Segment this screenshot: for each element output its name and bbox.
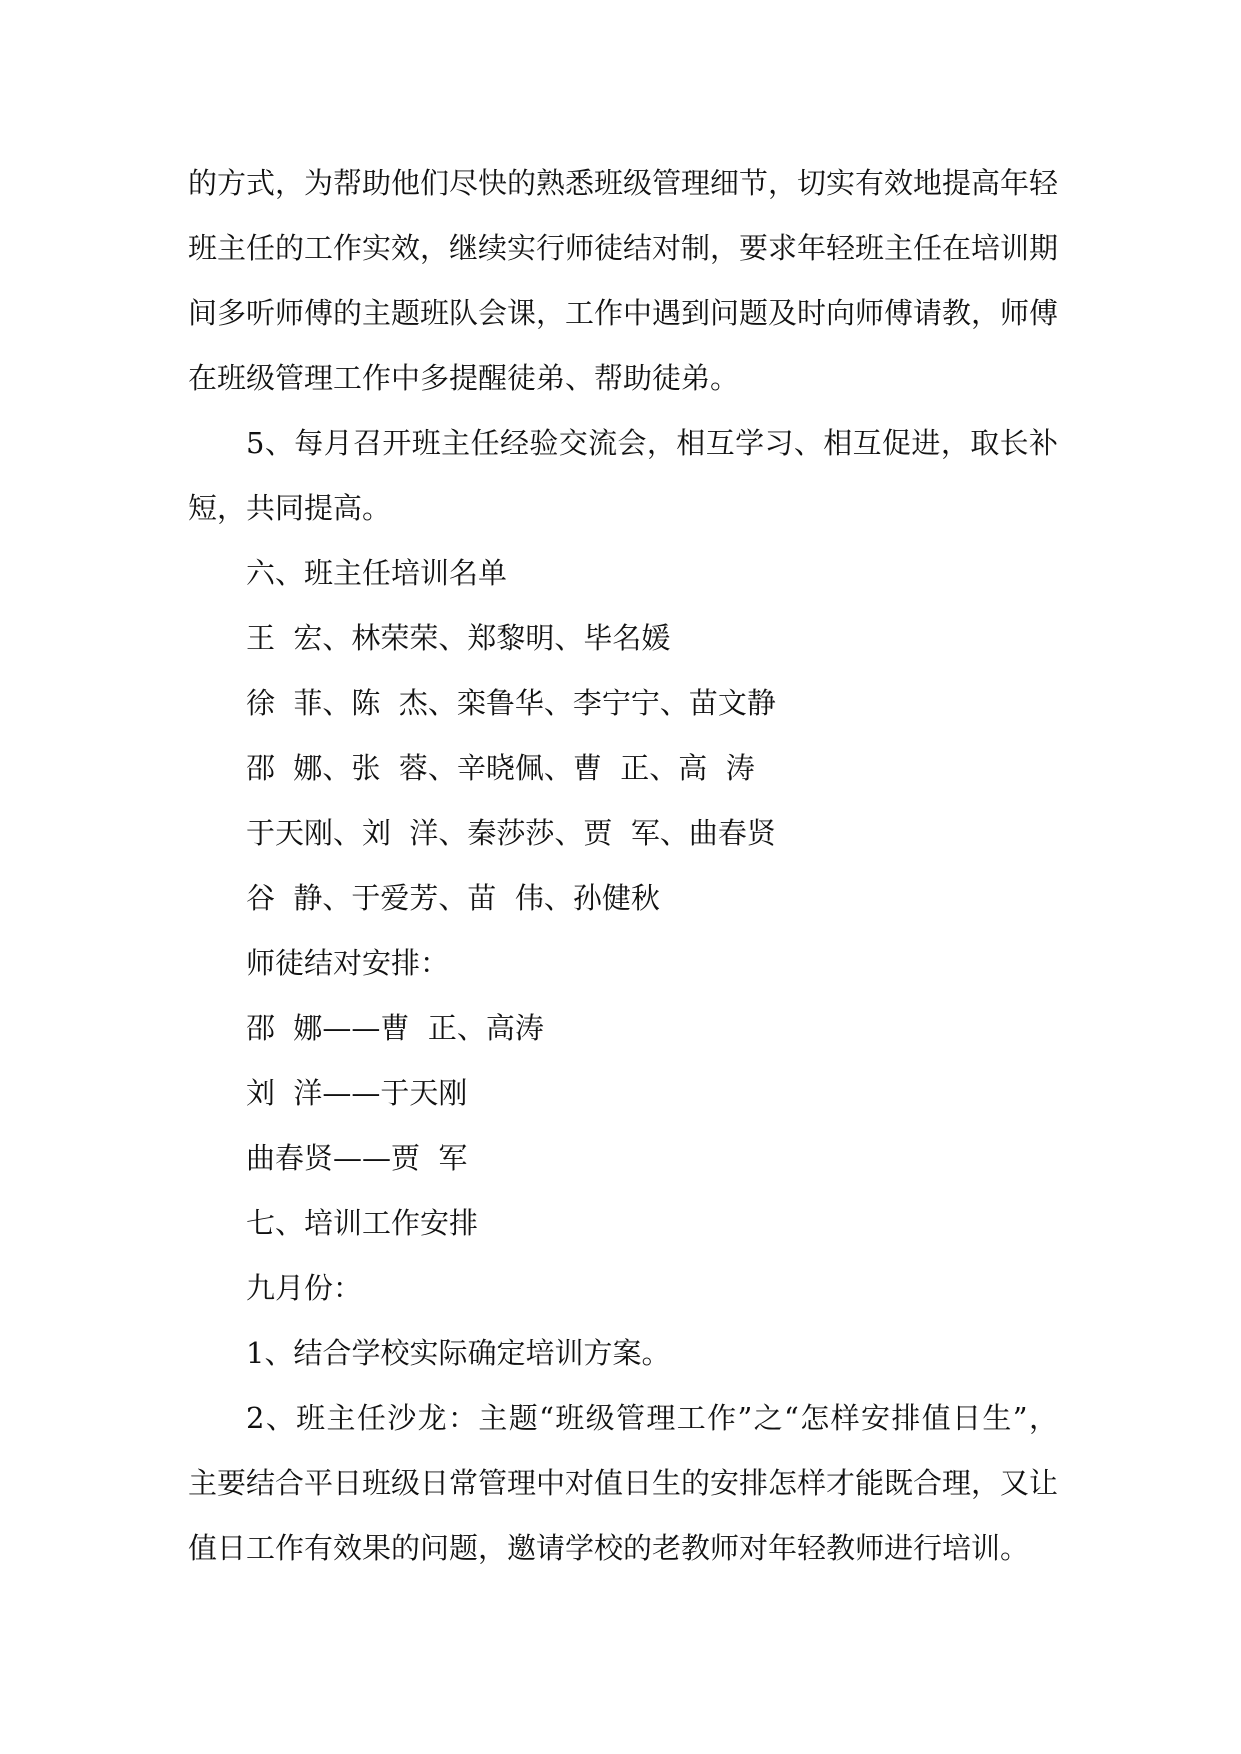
pairing-row: 刘 洋——于天刚 <box>246 1076 468 1110</box>
section-heading: 七、培训工作安排 <box>246 1206 479 1240</box>
text-line: 的方式，为帮助他们尽快的熟悉班级管理细节，切实有效地提高年轻 <box>188 166 1058 200</box>
name-list-row: 王 宏、林荣荣、郑黎明、毕名媛 <box>246 621 671 655</box>
paragraph-mentoring-continued <box>188 154 1058 414</box>
text-line: 间多听师傅的主题班队会课，工作中遇到问题及时向师傅请教，师傅 <box>188 296 1058 330</box>
text-line: 短，共同提高。 <box>188 491 392 525</box>
text-line: 值日工作有效果的问题，邀请学校的老教师对年轻教师进行培训。 <box>188 1531 1030 1565</box>
text-line: 2、班主任沙龙：主题“班级管理工作”之“怎样安排值日生”， <box>246 1401 1058 1435</box>
text-line: 在班级管理工作中多提醒徒弟、帮助徒弟。 <box>188 361 740 395</box>
text-line: 主要结合平日班级日常管理中对值日生的安排怎样才能既合理，又让 <box>188 1466 1058 1500</box>
name-list-row: 徐 菲、陈 杰、栾鲁华、李宁宁、苗文静 <box>246 686 776 720</box>
name-list-row: 于天刚、刘 洋、秦莎莎、贾 军、曲春贤 <box>246 816 776 850</box>
paragraph-item-5 <box>188 414 1058 544</box>
pairing-heading: 师徒结对安排： <box>246 946 450 980</box>
name-list-row: 谷 静、于爱芳、苗 伟、孙健秋 <box>246 881 660 915</box>
section-heading: 六、班主任培训名单 <box>246 556 508 590</box>
pairing-row: 曲春贤——贾 军 <box>246 1141 468 1175</box>
schedule-item-1: 1、结合学校实际确定培训方案。 <box>246 1336 671 1370</box>
section-training-list <box>188 544 1058 1194</box>
month-heading: 九月份： <box>246 1271 363 1305</box>
name-list-row: 邵 娜、张 蓉、辛晓佩、曹 正、高 涛 <box>246 751 755 785</box>
section-training-schedule <box>188 1194 1058 1584</box>
pairing-row: 邵 娜——曹 正、高涛 <box>246 1011 544 1045</box>
text-line: 5、每月召开班主任经验交流会，相互学习、相互促进，取长补 <box>246 426 1058 460</box>
document-body <box>188 154 1058 1584</box>
text-line: 班主任的工作实效，继续实行师徒结对制，要求年轻班主任在培训期 <box>188 231 1058 265</box>
